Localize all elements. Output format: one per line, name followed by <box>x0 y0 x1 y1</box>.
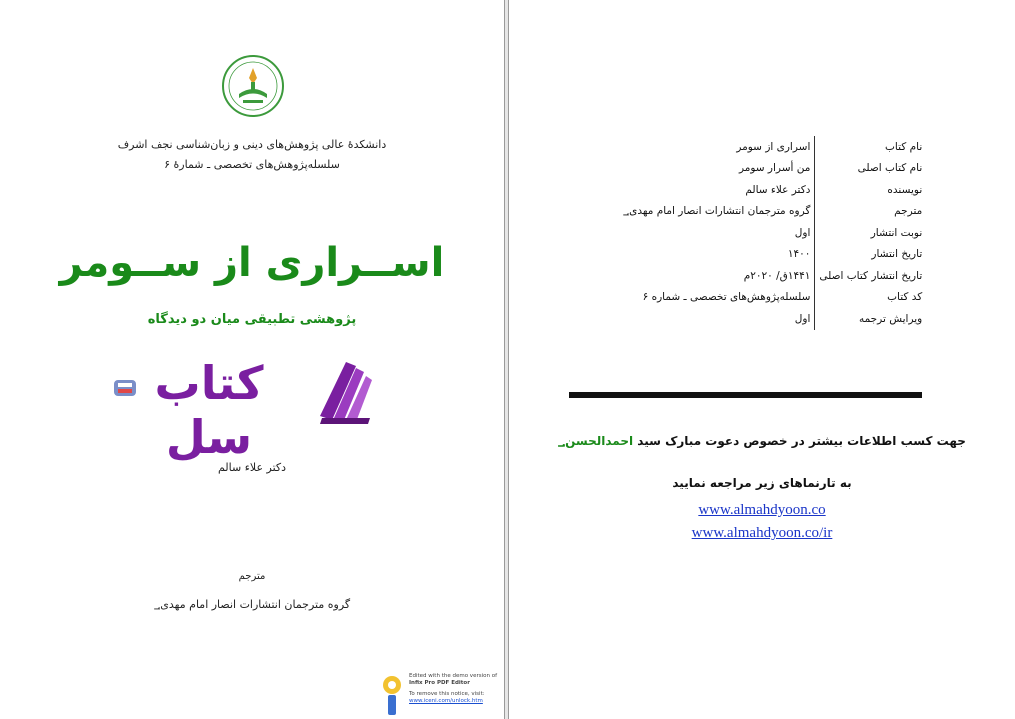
info-label: نوبت انتشار <box>815 222 926 244</box>
info-row <box>619 158 926 180</box>
info-row <box>619 308 926 330</box>
watermark-link[interactable]: www.iceni.com/unlock.htm <box>409 698 483 704</box>
info-label: ویرایش ترجمه <box>815 308 926 330</box>
info-label: تاریخ انتشار <box>815 244 926 266</box>
watermark-line-3: To remove this notice, visit: <box>409 691 485 697</box>
info-row <box>619 179 926 201</box>
invite-name: احمدالحسن؀ <box>558 434 634 448</box>
institute-name: دانشکدهٔ عالی پژوهش‌های دینی و زبان‌شناسی نجف اشرف <box>117 138 387 151</box>
brand-text: کتاب سل <box>154 356 264 464</box>
infix-logo-icon <box>379 675 405 717</box>
right-page <box>509 0 1015 719</box>
info-row <box>619 287 926 309</box>
watermark-line-1: Edited with the demo version of <box>409 673 498 679</box>
open-book-icon <box>316 354 374 424</box>
website-link-2[interactable]: www.almahdyoon.co/ir <box>691 525 833 541</box>
info-row <box>619 222 926 244</box>
info-value: دکتر علاء سالم <box>745 183 811 196</box>
book-subtitle: پژوهشی تطبیقی میان دو دیدگاه <box>147 312 357 327</box>
info-row <box>619 201 926 223</box>
info-value: اول <box>794 226 811 239</box>
left-page <box>0 0 504 719</box>
info-row <box>619 265 926 287</box>
book-title: اســراری از ســومر <box>59 240 445 286</box>
info-value: سلسله‌پژوهش‌های تخصصی ـ شماره ۶ <box>642 291 811 304</box>
editor-watermark <box>379 673 504 719</box>
institute-logo-icon <box>221 54 285 118</box>
refer-text: به تارنماهای زیر مراجعه نمایید <box>672 476 852 490</box>
website-link-1[interactable]: www.almahdyoon.co <box>698 502 826 518</box>
info-row <box>619 244 926 266</box>
info-label: نام کتاب اصلی <box>815 158 926 180</box>
info-value: ۱۴۰۰ <box>787 248 811 261</box>
info-value: گروه مترجمان انتشارات انصار امام مهدی؀ <box>623 205 811 218</box>
info-label: نام کتاب <box>815 136 926 158</box>
info-label: کد کتاب <box>815 287 926 309</box>
info-value: اسراری از سومر <box>736 140 811 153</box>
info-value: ۱۴۴۱ق/ ۲۰۲۰م <box>743 269 811 282</box>
flag-dot-icon <box>114 380 136 396</box>
book-info-table <box>619 136 926 330</box>
series-number: سلسله‌پژوهش‌های تخصصی ـ شمارهٔ ۶ <box>164 158 340 171</box>
watermark-line-2: Infix Pro PDF Editor <box>409 680 470 686</box>
publisher-brand <box>104 352 374 464</box>
invite-text: جهت کسب اطلاعات بیشتر در خصوص دعوت مبارک سید <box>637 434 966 448</box>
author-name: دکتر علاء سالم <box>217 461 287 474</box>
info-row <box>619 136 926 158</box>
info-label: تاریخ انتشار کتاب اصلی <box>815 265 926 287</box>
translator-label: مترجم <box>238 571 266 582</box>
info-label: نویسنده <box>815 179 926 201</box>
invite-line <box>509 434 1015 448</box>
info-value: من أسرار سومر <box>738 162 811 175</box>
divider-rule <box>569 392 922 398</box>
info-label: مترجم <box>815 201 926 223</box>
info-value: اول <box>794 312 811 325</box>
translator-name: گروه مترجمان انتشارات انصار امام مهدی؀ <box>153 598 351 611</box>
